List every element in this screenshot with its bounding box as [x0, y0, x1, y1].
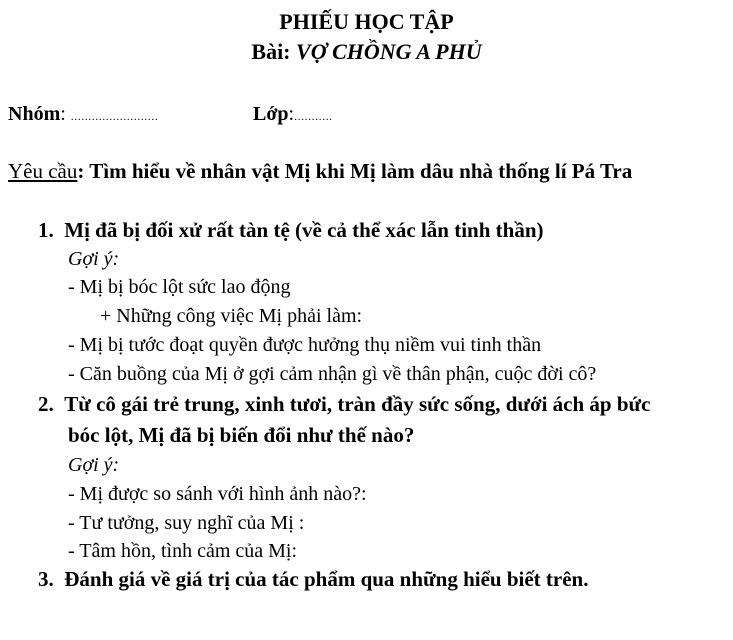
- group-label: Nhóm: [8, 103, 61, 125]
- question-1-item-4: - Căn buồng của Mị ở gợi cảm nhận gì về thân phận, cuộc đời cô?: [68, 363, 597, 385]
- requirement: [8, 158, 632, 184]
- question-2-item-3: - Tâm hồn, tình cảm của Mị:: [68, 540, 298, 562]
- question-1-item-1: - Mị bị bóc lột sức lao động: [68, 276, 291, 298]
- group-field: [8, 101, 158, 129]
- class-colon: :: [288, 103, 295, 125]
- requirement-text: : Tìm hiểu về nhân vật Mị khi Mị làm dâu nhà thống lí Pá Tra: [77, 159, 633, 183]
- group-colon: :: [60, 103, 71, 125]
- question-1-item-3: - Mị bị tước đoạt quyền được hưởng thụ niềm vui tinh thần: [68, 334, 542, 356]
- question-1-hint-label: Gợi ý:: [68, 248, 120, 270]
- group-blank: .........................: [70, 109, 159, 123]
- question-1-item-2: + Những công việc Mị phải làm:: [100, 305, 363, 327]
- lesson-title: [0, 39, 733, 65]
- worksheet-title: PHIẾU HỌC TẬP: [279, 9, 454, 34]
- question-3: [38, 566, 588, 592]
- class-label: Lớp: [253, 103, 289, 125]
- question-1-text: Mị đã bị đối xử rất tàn tệ (về cả thể xác lẫn tinh thần): [64, 218, 544, 242]
- class-field: [253, 101, 333, 129]
- question-1: [38, 217, 544, 243]
- question-2-item-1: - Mị được so sánh với hình ảnh nào?:: [68, 483, 367, 505]
- question-2-number: 2.: [38, 392, 54, 416]
- class-blank: ...........: [294, 109, 333, 123]
- requirement-label: Yêu cầu: [8, 159, 78, 183]
- question-2-text-1: Từ cô gái trẻ trung, xinh tươi, tràn đầy sức sống, dưới ách áp bức: [64, 392, 651, 416]
- question-2-hint-label: Gợi ý:: [68, 454, 120, 476]
- question-3-number: 3.: [38, 567, 54, 591]
- question-2-line-1: [38, 391, 650, 417]
- lesson-name: VỢ CHỒNG A PHỦ: [296, 39, 482, 64]
- question-2-item-2: - Tư tưởng, suy nghĩ của Mị :: [68, 512, 305, 534]
- question-3-text: Đánh giá về giá trị của tác phẩm qua những hiểu biết trên.: [64, 567, 589, 591]
- question-2-text-2: bóc lột, Mị đã bị biến đổi như thế nào?: [68, 423, 415, 447]
- lesson-prefix: Bài:: [251, 39, 297, 64]
- question-1-number: 1.: [38, 218, 54, 242]
